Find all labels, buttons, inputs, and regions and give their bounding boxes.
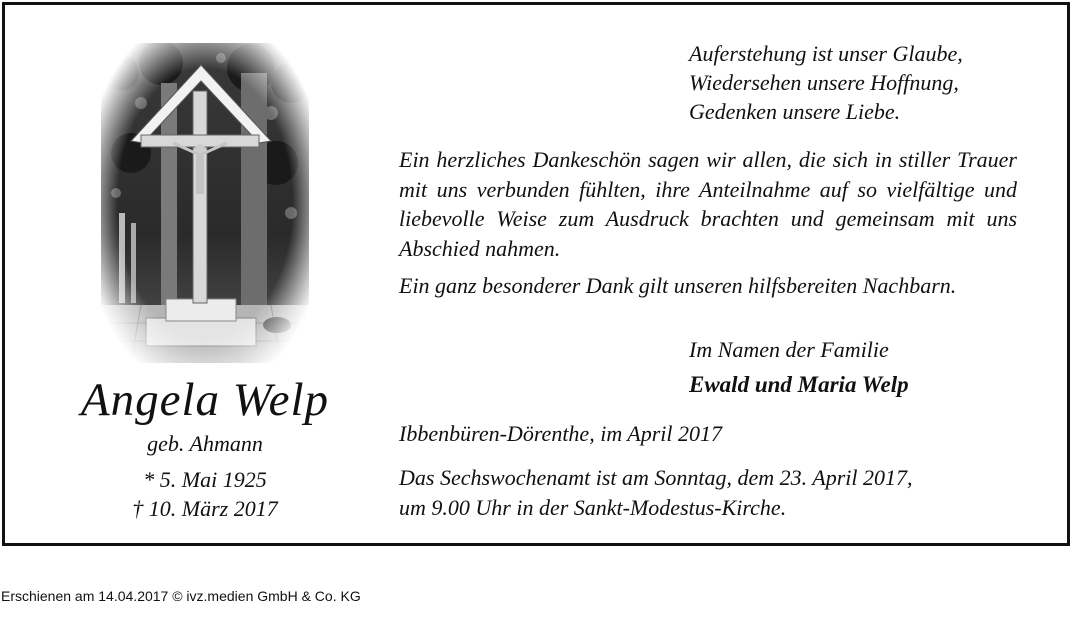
- family-names: Ewald und Maria Welp: [689, 372, 909, 397]
- crucifix-photo: [101, 43, 309, 363]
- birth-date: * 5. Mai 1925: [143, 467, 267, 492]
- publication-footer: Erschienen am 14.04.2017 © ivz.medien GmbH & Co. KG: [1, 588, 361, 604]
- mass-notice-line: Das Sechswochenamt ist am Sonntag, dem 23. April 2017,: [399, 465, 913, 490]
- deceased-name: Angela Welp: [80, 374, 330, 426]
- death-date: † 10. März 2017: [132, 496, 278, 521]
- motto-verse: [689, 39, 963, 126]
- family-intro: Im Namen der Familie: [689, 337, 889, 362]
- birth-name: geb. Ahmann: [147, 431, 263, 456]
- place-date: Ibbenbüren-Dörenthe, im April 2017: [399, 421, 723, 446]
- motto-line: Gedenken unsere Liebe.: [689, 99, 901, 124]
- mass-notice-line: um 9.00 Uhr in der Sankt-Modestus-Kirche.: [399, 494, 787, 520]
- mass-notice: [399, 463, 1017, 522]
- obituary-frame: [2, 2, 1070, 546]
- motto-line: Wiedersehen unsere Hoffnung,: [689, 70, 959, 95]
- motto-line: Auferstehung ist unser Glaube,: [689, 41, 963, 66]
- special-thanks-paragraph: Ein ganz besonderer Dank gilt unseren hilfsbereiten Nachbarn.: [399, 273, 957, 298]
- life-dates: [45, 465, 365, 523]
- thanks-paragraph: Ein herzliches Dankeschön sagen wir allen, die sich in stiller Trauer mit uns verbunden fühlten, ihre Anteilnahme auf so vielfältige und liebevolle Weise zum Ausdruck brachten und gemeinsam mit uns Abschied nahmen.: [399, 147, 1017, 261]
